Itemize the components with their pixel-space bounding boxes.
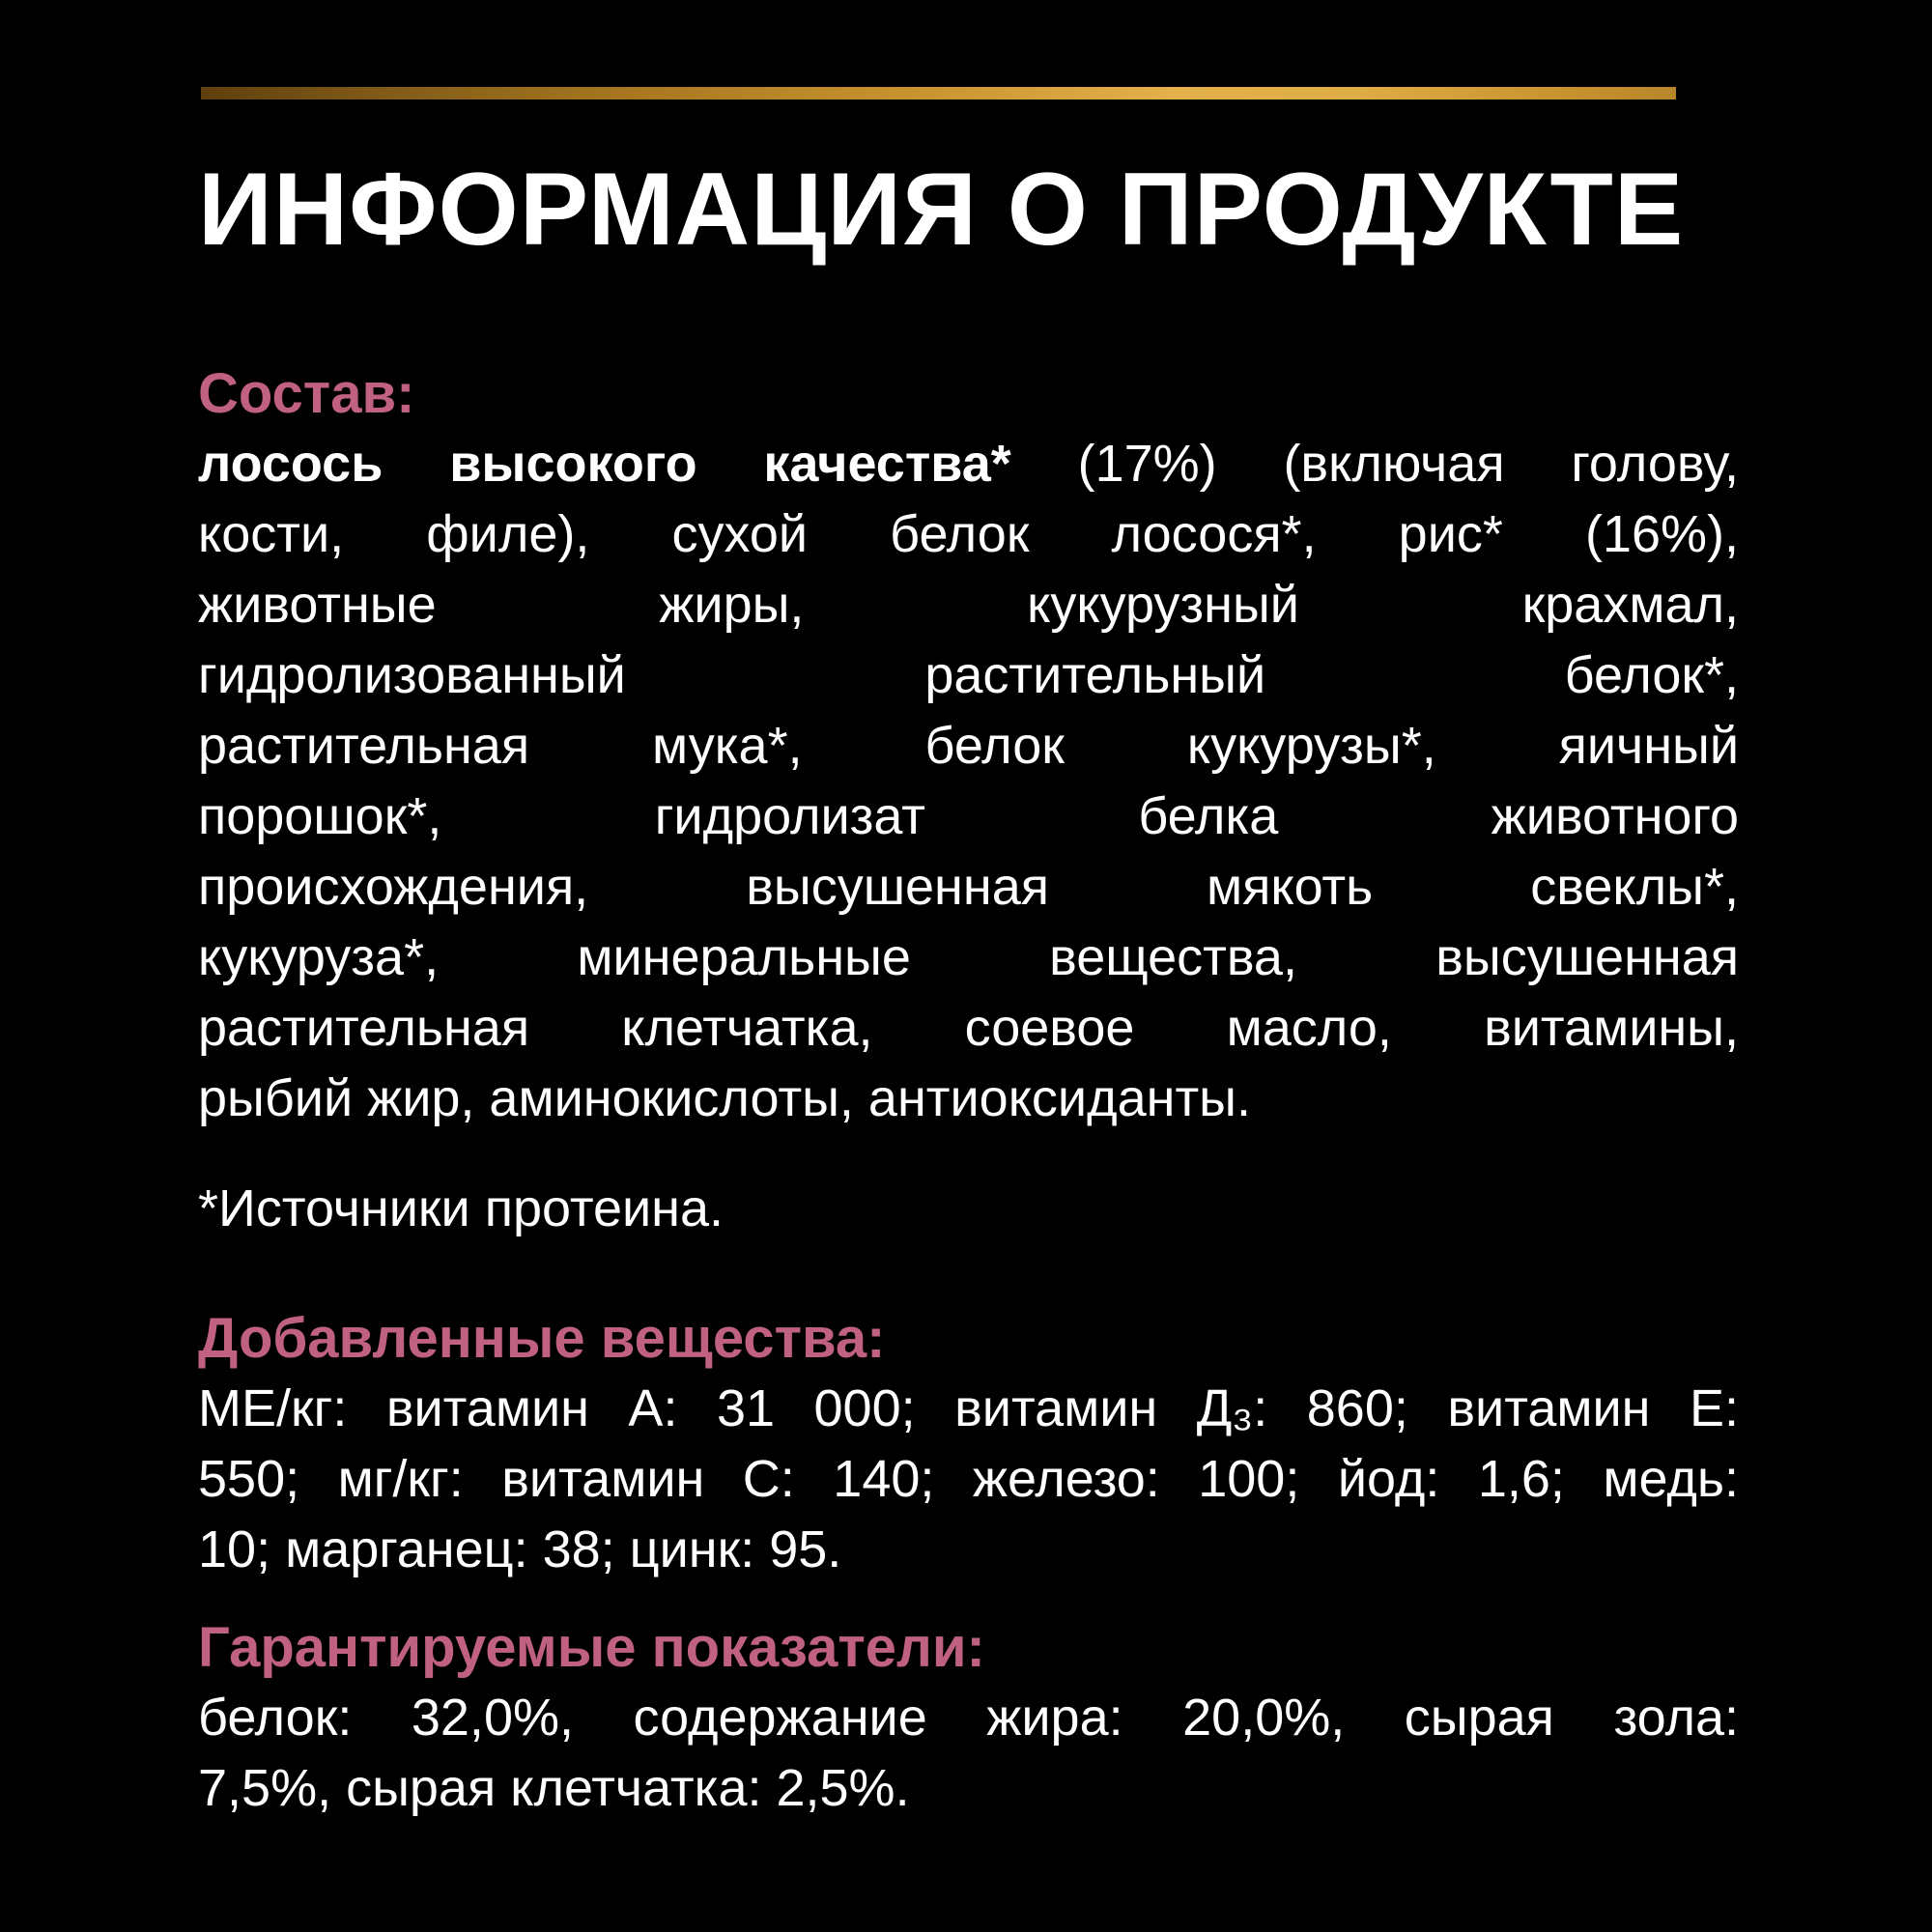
- text-line: кукуруза*, минеральные вещества, высушенная: [198, 928, 1739, 986]
- text-line: растительная мука*, белок кукурузы*, яичный: [198, 717, 1739, 775]
- text-line: кости, филе), сухой белок лосося*, рис* (16%),: [198, 505, 1739, 563]
- guaranteed-analysis-lines: [198, 1683, 1739, 1824]
- text-line: порошок*, гидролизат белка животного: [198, 787, 1739, 845]
- guaranteed-analysis-section: [198, 1612, 1739, 1824]
- text-line: 10; марганец: 38; цинк: 95.: [198, 1520, 842, 1578]
- composition-lines: [198, 499, 1739, 1134]
- protein-sources-note: *Источники протеина.: [198, 1179, 724, 1237]
- composition-lead-bold: лосось высокого качества*: [198, 435, 1011, 493]
- added-substances-section: [198, 1303, 1739, 1585]
- text-line: гидролизованный растительный белок*,: [198, 646, 1739, 704]
- composition-first-line: [198, 429, 1739, 499]
- page-title: ИНФОРМАЦИЯ О ПРОДУКТЕ: [198, 151, 1685, 267]
- text-line: белок: 32,0%, содержание жира: 20,0%, сырая зола:: [198, 1689, 1739, 1747]
- added-substances-lines: [198, 1374, 1739, 1585]
- text-line: животные жиры, кукурузный крахмал,: [198, 576, 1739, 634]
- text-line: растительная клетчатка, соевое масло, витамины,: [198, 999, 1739, 1057]
- composition-section: [198, 358, 1739, 1134]
- added-substances-heading: Добавленные вещества:: [198, 1307, 886, 1370]
- composition-first-line-rest: (17%) (включая голову,: [1010, 435, 1739, 493]
- text-line: 7,5%, сырая клетчатка: 2,5%.: [198, 1759, 910, 1817]
- text-line: 550; мг/кг: витамин С: 140; железо: 100; йод: 1,6; медь:: [198, 1450, 1739, 1508]
- text-line: происхождения, высушенная мякоть свеклы*,: [198, 858, 1739, 916]
- text-line: МЕ/кг: витамин А: 31 000; витамин Д₃: 860; витамин Е:: [198, 1379, 1739, 1437]
- composition-heading: Состав:: [198, 362, 415, 425]
- guaranteed-analysis-heading: Гарантируемые показатели:: [198, 1616, 985, 1679]
- text-line: рыбий жир, аминокислоты, антиоксиданты.: [198, 1069, 1251, 1127]
- content-column: [198, 0, 1739, 1824]
